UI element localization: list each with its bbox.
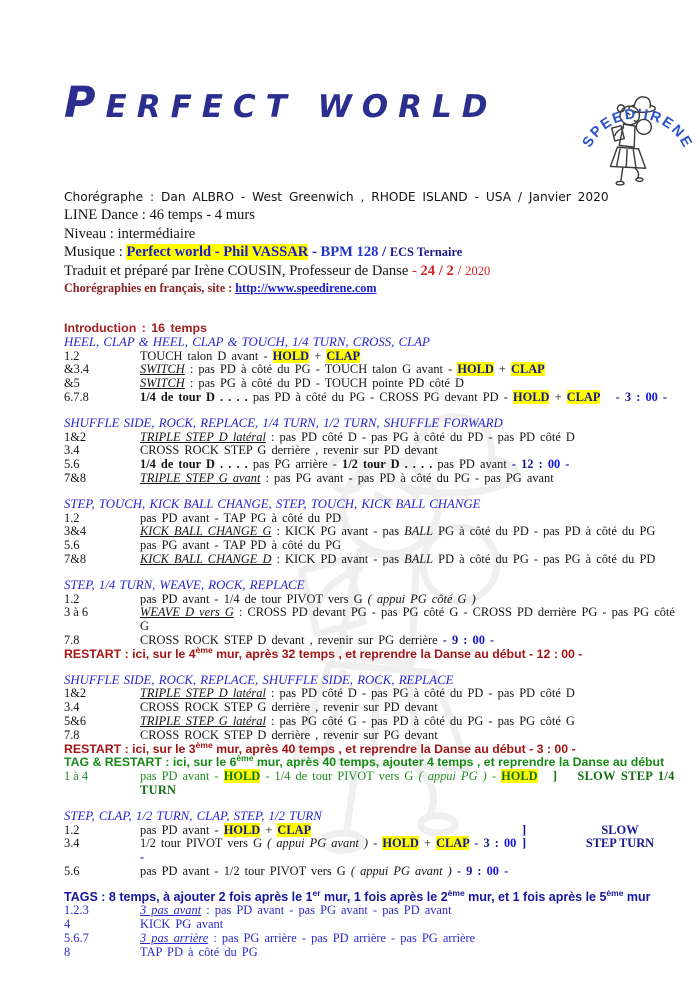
count-label: 5.6 bbox=[64, 457, 80, 472]
bracket-mark: ] bbox=[522, 822, 527, 837]
step-row bbox=[64, 918, 684, 932]
step-row bbox=[64, 593, 684, 607]
text-segment: pas PD avant - bbox=[140, 769, 224, 784]
text-segment: - 9 : bbox=[451, 863, 487, 878]
text-segment: Niveau : intermédiaire bbox=[64, 225, 196, 242]
step-row bbox=[64, 391, 684, 405]
step-description bbox=[140, 770, 684, 798]
tag-restart-note bbox=[64, 753, 684, 770]
step-description bbox=[140, 553, 684, 567]
text-segment: WEAVE D vers G bbox=[140, 605, 234, 620]
text-segment: mur, et 1 fois après le 5 bbox=[464, 889, 607, 904]
count-label: 6.7.8 bbox=[64, 389, 89, 404]
text-segment: + bbox=[493, 362, 512, 377]
step-description bbox=[140, 512, 684, 526]
text-segment: LINE Dance : 46 temps - 4 murs bbox=[64, 207, 255, 223]
text-segment: TRIPLE STEP G avant bbox=[140, 470, 261, 485]
dance-steps bbox=[64, 322, 684, 972]
step-description bbox=[140, 824, 522, 838]
text-segment: : pas PG avant - pas PD à côté du PG - pas PG avant bbox=[260, 470, 554, 485]
step-description bbox=[140, 904, 684, 918]
text-segment: TRIPLE STEP D latéral bbox=[140, 686, 266, 701]
text-segment: + bbox=[549, 389, 567, 404]
step-row bbox=[64, 904, 684, 918]
text-segment: pas PD avant - 1/2 tour PIVOT vers G bbox=[140, 863, 351, 878]
text-segment: BPM 128 bbox=[320, 244, 379, 260]
translator-line bbox=[64, 262, 684, 281]
step-description bbox=[140, 701, 684, 715]
text-segment: HOLD bbox=[512, 389, 550, 404]
text-segment: STEP, 1/4 TURN, WEAVE, ROCK, REPLACE bbox=[64, 577, 305, 592]
count-label: 1.2 bbox=[64, 822, 80, 837]
side-label: SLOW bbox=[601, 822, 639, 837]
text-segment: pas PD avant - 1/4 de tour PIVOT vers G bbox=[140, 591, 368, 606]
step-row bbox=[64, 606, 684, 634]
text-segment: HOLD bbox=[501, 769, 538, 784]
text-segment: TAGS : 8 temps, à ajouter 2 fois après le 1 bbox=[64, 889, 313, 904]
website-line bbox=[64, 280, 684, 297]
text-segment: : pas PD côté D - pas PG à côté du PD - pas PD côté D bbox=[265, 686, 575, 701]
step-row bbox=[64, 932, 684, 946]
section-introduction bbox=[64, 322, 684, 405]
music-line bbox=[64, 243, 684, 262]
text-segment: 00 bbox=[503, 836, 517, 851]
step-description bbox=[140, 837, 522, 865]
step-description bbox=[140, 472, 684, 486]
text-segment: HOLD bbox=[272, 348, 310, 363]
text-segment: 3 pas arrière bbox=[140, 931, 209, 946]
text-segment: Chorégraphies en français, site : bbox=[64, 281, 236, 295]
text-segment: CROSS ROCK STEP G derrière , revenir sur PD devant bbox=[140, 700, 438, 715]
count-label: 5.6 bbox=[64, 538, 80, 553]
text-segment: SHUFFLE SIDE, ROCK, REPLACE, 1/4 TURN, 1/2 TURN, SHUFFLE FORWARD bbox=[64, 415, 503, 430]
text-segment: 1/2 tour D . . . . bbox=[342, 457, 438, 472]
count-label: 7&8 bbox=[64, 470, 87, 485]
text-segment: + bbox=[309, 348, 327, 363]
step-row bbox=[64, 377, 684, 391]
section-step-quarter-weave bbox=[64, 579, 684, 662]
section-shuffle-side-quarter-half bbox=[64, 417, 684, 486]
text-segment: Introduction : 16 temps bbox=[64, 321, 207, 335]
step-row bbox=[64, 634, 684, 648]
step-description bbox=[140, 865, 684, 879]
text-segment: BALL bbox=[404, 551, 434, 566]
text-segment: ( appui PG avant ) bbox=[350, 863, 452, 878]
step-row bbox=[64, 512, 684, 526]
section-heading bbox=[64, 336, 684, 350]
text-segment: pas PD à côté du PG - CROSS PG devant PD - bbox=[252, 389, 513, 404]
text-segment: pas PD avant - bbox=[140, 822, 224, 837]
step-description bbox=[140, 946, 684, 960]
text-segment: RESTART : ici, sur le 4 bbox=[64, 646, 196, 661]
text-segment: - 1/4 de tour PIVOT vers G bbox=[260, 769, 419, 784]
text-segment: - bbox=[499, 863, 509, 878]
step-row bbox=[64, 363, 684, 377]
text-segment: CROSS ROCK STEP G derrière , revenir sur PD devant bbox=[140, 443, 438, 458]
step-description bbox=[140, 606, 684, 634]
text-segment: : KICK PD avant - pas bbox=[271, 551, 405, 566]
step-row bbox=[64, 350, 684, 364]
step-row bbox=[64, 458, 684, 472]
text-segment: 1/4 de tour D . . . . bbox=[140, 389, 253, 404]
text-segment: HOLD bbox=[382, 836, 419, 851]
logo-arc-text: SPEED'IRENE bbox=[579, 106, 696, 152]
header-info bbox=[64, 189, 684, 297]
text-segment: : pas PG arrière - pas PD arrière - pas PG arrière bbox=[208, 931, 476, 946]
step-description bbox=[140, 525, 684, 539]
text-segment: er bbox=[312, 887, 321, 898]
text-segment: : pas PD côté D - pas PG à côté du PD - pas PD côté D bbox=[265, 429, 575, 444]
count-label: 1.2.3 bbox=[64, 903, 89, 918]
step-description bbox=[140, 634, 684, 648]
text-segment: - bbox=[484, 632, 495, 647]
count-label: 7.8 bbox=[64, 632, 80, 647]
text-segment: - 3 : bbox=[469, 836, 504, 851]
count-label: 1.2 bbox=[64, 348, 80, 363]
text-segment: KICK PG avant bbox=[140, 917, 224, 932]
page-title: PERFECT WORLD bbox=[64, 78, 498, 128]
step-row bbox=[64, 472, 684, 486]
count-label: 8 bbox=[64, 944, 71, 959]
text-segment: PG à côté du PD - pas PD à côté du PG bbox=[433, 524, 656, 539]
text-segment: Perfect world - Phil VASSAR bbox=[126, 244, 309, 260]
step-row bbox=[64, 431, 684, 445]
count-label: 1.2 bbox=[64, 591, 80, 606]
choreographer-line bbox=[64, 189, 684, 206]
section-heading bbox=[64, 322, 684, 336]
text-segment: TRIPLE STEP D latéral bbox=[140, 429, 266, 444]
step-description bbox=[140, 932, 684, 946]
text-segment: mur, après 32 temps , et reprendre la Danse au début - 12 : 00 - bbox=[212, 646, 583, 661]
count-label: &3.4 bbox=[64, 362, 90, 377]
text-segment: 3 pas avant bbox=[140, 903, 202, 918]
count-label: 7&8 bbox=[64, 551, 87, 566]
step-row bbox=[64, 525, 684, 539]
step-description bbox=[140, 431, 684, 445]
text-segment: HOLD bbox=[223, 769, 261, 784]
bracket-mark: ] bbox=[522, 836, 527, 851]
text-segment: / bbox=[378, 244, 390, 260]
text-segment: mur, 1 fois après le 2 bbox=[320, 889, 448, 904]
text-segment: STEP, TOUCH, KICK BALL CHANGE, STEP, TOUCH, KICK BALL CHANGE bbox=[64, 496, 481, 511]
step-row bbox=[64, 770, 684, 798]
step-row bbox=[64, 687, 684, 701]
text-segment: ème bbox=[447, 887, 465, 898]
speedirene-logo bbox=[578, 66, 698, 198]
text-segment: mur, après 40 temps, ajouter 4 temps , et reprendre la Danse au début bbox=[253, 755, 665, 770]
text-segment: - bbox=[411, 262, 421, 279]
text-segment: - 12 : bbox=[511, 457, 548, 472]
text-segment: KICK BALL CHANGE D bbox=[140, 551, 272, 566]
text-segment: TAG & RESTART : ici, sur le 6 bbox=[64, 755, 237, 770]
text-segment: pas PD avant - TAP PG à côté du PD bbox=[140, 510, 342, 525]
step-description bbox=[140, 687, 684, 701]
text-segment: - bbox=[368, 836, 383, 851]
text-segment: 1/4 de tour D . . . . bbox=[140, 457, 253, 472]
step-description bbox=[140, 363, 684, 377]
count-label: &5 bbox=[64, 376, 80, 391]
text-segment: ème bbox=[606, 887, 624, 898]
text-segment: RESTART : ici, sur le 3 bbox=[64, 741, 196, 756]
text-segment: SHUFFLE SIDE, ROCK, REPLACE, SHUFFLE SIDE, ROCK, REPLACE bbox=[64, 672, 454, 687]
text-segment: pas PG avant - TAP PD à côté du PG bbox=[140, 538, 342, 553]
section-heading bbox=[64, 887, 684, 905]
text-segment: CLAP bbox=[277, 822, 312, 837]
text-segment: ( appui PG côté G ) bbox=[367, 591, 476, 606]
section-tags bbox=[64, 887, 684, 960]
text-segment: 00 bbox=[547, 457, 561, 472]
text-segment: 00 bbox=[645, 389, 658, 404]
text-segment: - bbox=[657, 389, 668, 404]
section-step-clap-half-turn bbox=[64, 810, 684, 879]
text-segment: SWITCH bbox=[140, 362, 185, 377]
step-row bbox=[64, 837, 684, 865]
step-row bbox=[64, 715, 684, 729]
text-segment: SWITCH bbox=[140, 376, 185, 391]
text-segment: TOUCH talon D avant - bbox=[140, 348, 273, 363]
step-description bbox=[140, 918, 684, 932]
restart-note bbox=[64, 644, 684, 662]
text-segment: 00 bbox=[486, 863, 499, 878]
text-segment: Traduit et préparé par Irène COUSIN, Professeur de Danse bbox=[64, 262, 412, 279]
text-segment: 2020 bbox=[465, 263, 491, 278]
step-description bbox=[140, 458, 684, 472]
section-heading bbox=[64, 417, 684, 431]
text-segment: / bbox=[453, 262, 466, 279]
step-description bbox=[140, 593, 684, 607]
text-segment: : CROSS PD devant PG - pas PG côté G - CROSS PD derrière PG - pas PG côté G bbox=[140, 605, 675, 634]
text-segment: Chorégraphe : Dan ALBRO - West Greenwich , RHODE ISLAND - USA / Janvier 2020 bbox=[64, 190, 609, 204]
text-segment: HEEL, CLAP & HEEL, CLAP & TOUCH, 1/4 TURN, CROSS, CLAP bbox=[64, 334, 430, 349]
text-segment: Musique : bbox=[64, 244, 127, 260]
text-segment: CLAP bbox=[436, 836, 470, 851]
text-segment: CLAP bbox=[511, 362, 545, 377]
text-segment: HOLD bbox=[223, 822, 261, 837]
text-segment: CLAP bbox=[326, 348, 361, 363]
text-segment: : pas PD avant - pas PG avant - pas PD avant bbox=[201, 903, 452, 918]
step-description bbox=[140, 350, 684, 364]
side-label: STEP TURN bbox=[585, 836, 655, 851]
count-label: 3&4 bbox=[64, 524, 87, 539]
text-segment: - 3 : bbox=[600, 389, 646, 404]
count-label: 5&6 bbox=[64, 713, 87, 728]
text-segment: : KICK PG avant - pas bbox=[271, 524, 405, 539]
count-label: 3.4 bbox=[64, 700, 80, 715]
count-label: 4 bbox=[64, 917, 71, 932]
text-segment: : pas PG côté G - pas PD à côté du PG - pas PG côté G bbox=[265, 713, 575, 728]
count-label: 7.8 bbox=[64, 727, 80, 742]
text-segment: CLAP bbox=[566, 389, 601, 404]
count-label: 3.4 bbox=[64, 443, 80, 458]
text-segment: BALL bbox=[404, 524, 434, 539]
text-segment: : pas PG à côté du PD - TOUCH pointe PD côté D bbox=[184, 376, 464, 391]
text-segment: pas PG arrière - bbox=[252, 457, 343, 472]
count-label: 1&2 bbox=[64, 686, 87, 701]
text-segment: - bbox=[560, 457, 570, 472]
step-row bbox=[64, 444, 684, 458]
count-label: 1.2 bbox=[64, 510, 80, 525]
count-label: 3.4 bbox=[64, 836, 80, 851]
text-segment: - bbox=[486, 769, 502, 784]
line-dance-line bbox=[64, 206, 684, 225]
text-segment: ème bbox=[236, 753, 254, 764]
text-segment: ème bbox=[195, 644, 213, 655]
section-heading bbox=[64, 498, 684, 512]
text-segment: ] bbox=[537, 769, 578, 784]
step-row bbox=[64, 729, 684, 743]
text-segment: 24 / 2 bbox=[420, 262, 454, 279]
section-shuffle-side-rock-replace-x2 bbox=[64, 674, 684, 798]
step-row bbox=[64, 824, 684, 838]
text-segment: 1/2 tour PIVOT vers G bbox=[140, 836, 268, 851]
text-segment: mur bbox=[623, 889, 651, 904]
section-step-touch-kick-ball-change bbox=[64, 498, 684, 567]
count-label: 1&2 bbox=[64, 429, 87, 444]
text-segment: HOLD bbox=[457, 362, 494, 377]
text-segment: + bbox=[260, 822, 278, 837]
step-row bbox=[64, 865, 684, 879]
level-line bbox=[64, 225, 684, 244]
text-segment: TAP PD à côté du PG bbox=[140, 944, 258, 959]
text-segment: PD à côté du PG - pas PG à côté du PD bbox=[433, 551, 656, 566]
text-segment: mur, après 40 temps , et reprendre la Danse au début - 3 : 00 - bbox=[212, 741, 576, 756]
count-label: 5.6 bbox=[64, 863, 80, 878]
text-segment: ( appui PG avant ) bbox=[267, 836, 369, 851]
step-row bbox=[64, 553, 684, 567]
text-segment: KICK BALL CHANGE G bbox=[140, 524, 272, 539]
step-description bbox=[140, 391, 684, 405]
text-segment: pas PD avant bbox=[437, 457, 512, 472]
text-segment: - 9 : bbox=[442, 632, 473, 647]
step-description bbox=[140, 729, 684, 743]
count-label: 5.6.7 bbox=[64, 931, 89, 946]
text-segment: CROSS ROCK STEP D devant , revenir sur PG derrière bbox=[140, 632, 443, 647]
text-segment: ( appui PG ) bbox=[418, 769, 487, 784]
count-label: 1 à 4 bbox=[64, 769, 89, 784]
step-description bbox=[140, 539, 684, 553]
section-heading bbox=[64, 810, 684, 824]
step-row bbox=[64, 539, 684, 553]
step-row bbox=[64, 701, 684, 715]
text-segment: ECS Ternaire bbox=[389, 245, 463, 259]
text-segment: 00 bbox=[472, 632, 485, 647]
text-segment: ème bbox=[195, 739, 213, 750]
step-row bbox=[64, 946, 684, 960]
website-link[interactable]: http://www.speedirene.com bbox=[235, 281, 377, 295]
step-description bbox=[140, 377, 684, 391]
section-heading bbox=[64, 579, 684, 593]
step-description bbox=[140, 444, 684, 458]
text-segment: SLOW STEP 1/4 TURN bbox=[140, 769, 675, 797]
count-label: 3 à 6 bbox=[64, 605, 89, 620]
text-segment: + bbox=[418, 836, 437, 851]
text-segment: : pas PD à côté du PG - TOUCH talon G avant - bbox=[184, 362, 458, 377]
text-segment: - bbox=[140, 850, 145, 865]
section-heading bbox=[64, 674, 684, 688]
step-description bbox=[140, 715, 684, 729]
text-segment: TRIPLE STEP G latéral bbox=[140, 713, 266, 728]
text-segment: CROSS ROCK STEP D derrière , revenir sur PG devant bbox=[140, 727, 438, 742]
text-segment: STEP, CLAP, 1/2 TURN, CLAP, STEP, 1/2 TURN bbox=[64, 808, 322, 823]
text-segment: - bbox=[308, 244, 321, 260]
